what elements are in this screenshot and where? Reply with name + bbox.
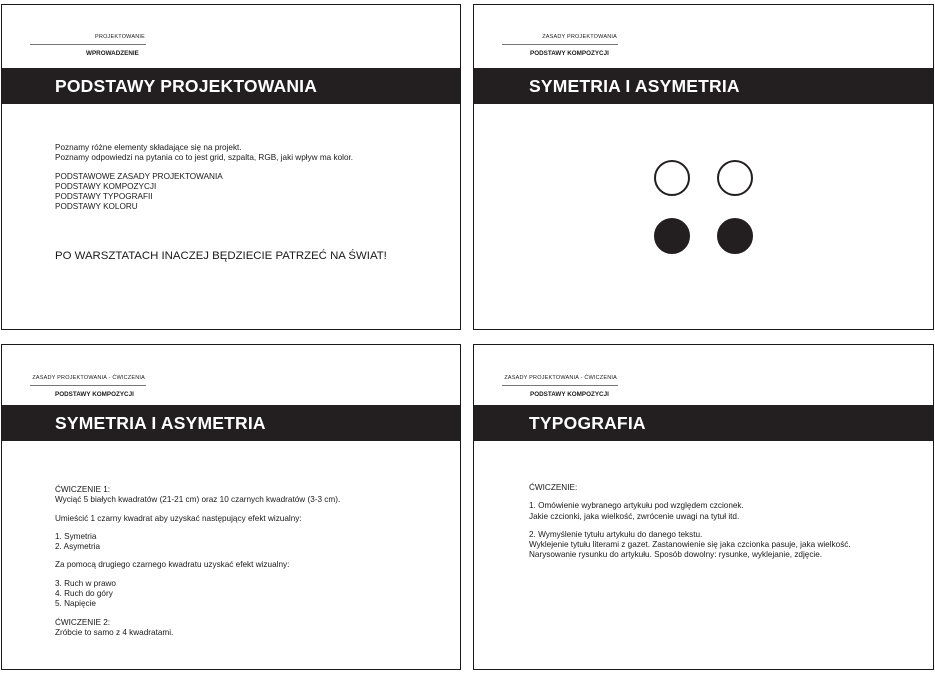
body-line: PODSTAWY TYPOGRAFII — [55, 192, 153, 202]
slide-header-small: PROJEKTOWANIE — [95, 34, 145, 40]
slide-body — [55, 143, 353, 213]
outline-circle-top-right — [717, 160, 753, 196]
body-line: Zróbcie to samo z 4 kwadratami. — [55, 627, 174, 637]
closing-statement: PO WARSZTATACH INACZEJ BĘDZIECIE PATRZEĆ NA ŚWIAT! — [55, 250, 387, 262]
slide-typografia — [473, 344, 934, 670]
body-line: ĆWICZENIE 2: — [55, 617, 111, 627]
body-line: ĆWICZENIE 1: — [55, 485, 111, 494]
slide-header-bold: PODSTAWY KOMPOZYCJI — [530, 50, 609, 57]
body-line: Za pomocą drugiego czarnego kwadratu uzyskać efekt wizualny: — [55, 560, 290, 570]
slide-podstawy-projektowania — [1, 4, 461, 330]
title-band — [2, 405, 460, 441]
body-line: Narysowanie rysunku do artykułu. Sposób dowolny: rysunke, wyklejanie, zdjęcie. — [529, 550, 823, 560]
slide-title: TYPOGRAFIA — [529, 413, 646, 433]
slide-header-bold: PODSTAWY KOMPOZYCJI — [55, 391, 134, 398]
slide-header-rule — [30, 385, 146, 386]
slide-symetria-circles — [473, 4, 934, 330]
body-line: Wyciąć 5 białych kwadratów (21-21 cm) oraz 10 czarnych kwadratów (3-3 cm). — [55, 495, 341, 505]
slide-header-small: ZASADY PROJEKTOWANIA — [542, 34, 617, 40]
slide-title: SYMETRIA I ASYMETRIA — [55, 413, 266, 433]
body-line: Poznamy odpowiedzi na pytania co to jest grid, szpalta, RGB, jaki wpływ ma kolor. — [55, 153, 354, 163]
slide-header-rule — [30, 44, 146, 45]
slide-title: SYMETRIA I ASYMETRIA — [529, 76, 740, 96]
filled-circle-bottom-right — [717, 218, 753, 254]
slide-symetria-cwiczenia — [1, 344, 461, 670]
filled-circle-bottom-left — [654, 218, 690, 254]
title-band — [474, 68, 933, 104]
slide-header-small: ZASADY PROJEKTOWANIA - ĆWICZENIA — [32, 375, 145, 381]
body-line: PODSTAWOWE ZASADY PROJEKTOWANIA — [55, 171, 223, 181]
body-line: 2. Wymyślenie tytułu artykułu do danego tekstu. — [529, 529, 703, 539]
slide-header-rule — [502, 44, 618, 45]
body-line: 1. Symetria — [55, 531, 97, 541]
body-line: Umieścić 1 czarny kwadrat aby uzyskać następujący efekt wizualny: — [55, 513, 302, 523]
body-line: ĆWICZENIE: — [529, 483, 578, 492]
slide-header-rule — [502, 385, 618, 386]
body-line: Wyklejenie tytułu literami z gazet. Zastanowienie się jaka czcionka pasuje, jaka wielkość. — [529, 540, 851, 550]
body-line: Poznamy różne elementy składające się na projekt. — [55, 143, 242, 152]
slide-header-small: ZASADY PROJEKTOWANIA - ĆWICZENIA — [504, 375, 617, 381]
body-line: PODSTAWY KOLORU — [55, 202, 138, 212]
body-line: Jakie czcionki, jaka wielkość, zwrócenie uwagi na tytuł itd. — [529, 511, 740, 521]
slide-header-bold: PODSTAWY KOMPOZYCJI — [530, 391, 609, 398]
slide-body — [529, 483, 851, 561]
slide-body — [55, 485, 340, 638]
body-line: 5. Napięcie — [55, 599, 96, 609]
slide-header-bold: WPROWADZENIE — [86, 50, 139, 57]
body-line: PODSTAWY KOMPOZYCJI — [55, 181, 157, 191]
outline-circle-top-left — [654, 160, 690, 196]
body-line: 3. Ruch w prawo — [55, 578, 116, 588]
body-line: 1. Omówienie wybranego artykułu pod względem czcionek. — [529, 501, 744, 511]
body-line: 4. Ruch do góry — [55, 589, 113, 599]
body-line: 2. Asymetria — [55, 542, 101, 552]
title-band — [474, 405, 933, 441]
title-band — [2, 68, 460, 104]
slide-title: PODSTAWY PROJEKTOWANIA — [55, 76, 318, 96]
